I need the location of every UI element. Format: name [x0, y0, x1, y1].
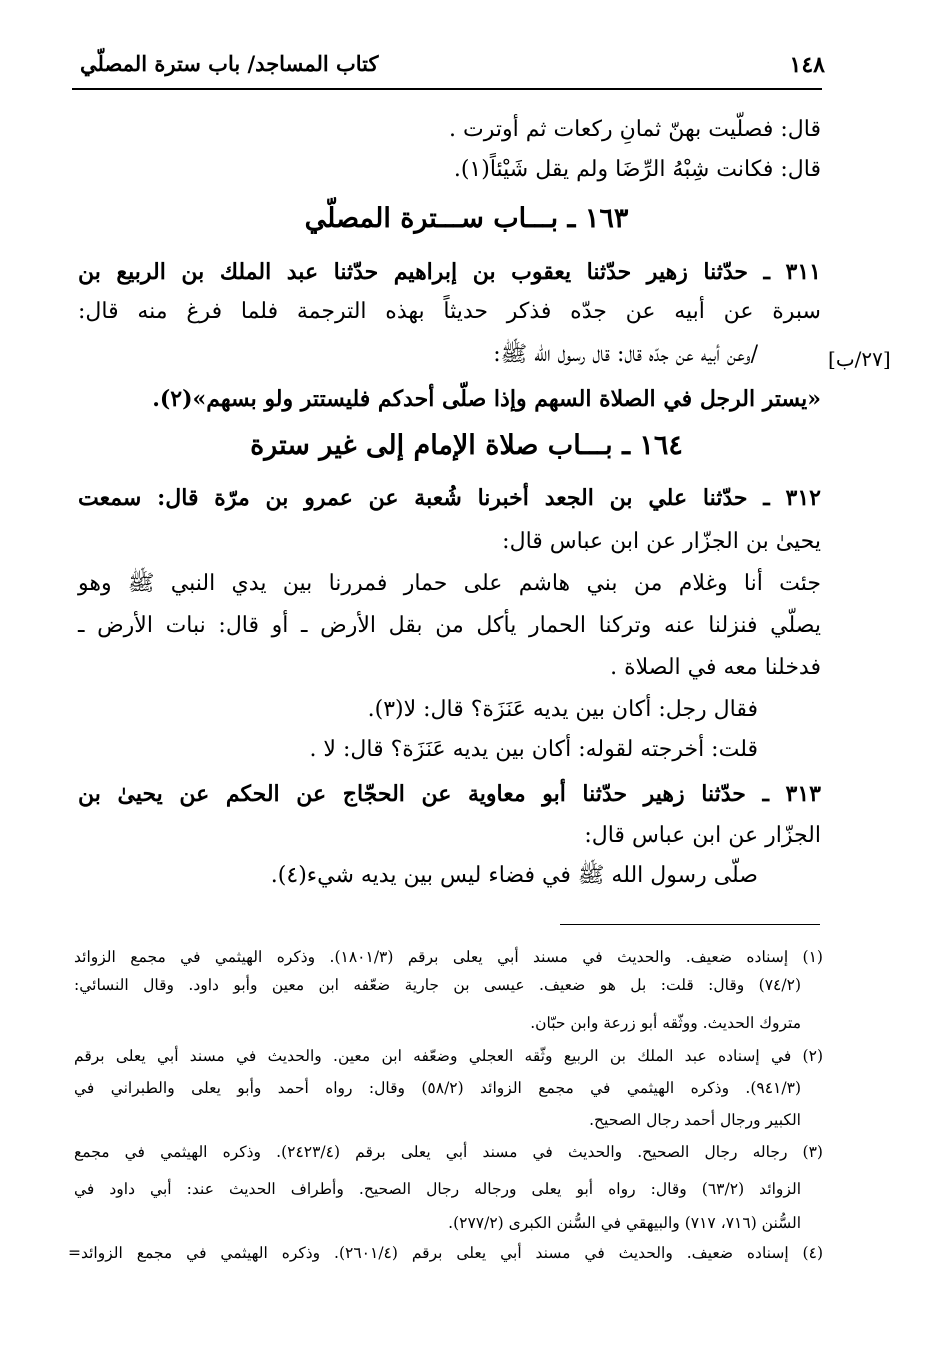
hadith-312-start: ٣١٢ ـ حدّثنا علي بن الجعد أخبرنا شُعبة عن عمرو بن مرّة قال: سمعت — [78, 485, 821, 511]
footnote-line: (٤) إسناده ضعيف. والحديث في مسند أبي يعلى برقم (٢٦٠١/٤). وذكره الهيثمي في مجمع الزوائد= — [68, 1244, 823, 1262]
chapter-heading: ١٦٤ ـ بـــاب صلاة الإمام إلى غير سترة — [250, 430, 683, 461]
hadith-311-start: ٣١١ ـ حدّثنا زهير حدّثنا يعقوب بن إبراهيم حدّثنا عبد الملك بن الربيع بن — [78, 259, 821, 285]
hadith-quote: «يستر الرجل في الصلاة السهم وإذا صلّى أحدكم فليستتر ولو بسهم»(٢). — [152, 386, 821, 412]
text-line: قلت: أخرجته لقوله: أكان بين يديه عَنَزَة؟ قال: لا . — [309, 737, 758, 762]
footnote-line: (٧٤/٢) وقال: قلت: بل هو ضعيف. عيسى بن جارية ضعّفه ابن معين وأبو داود. وقال النسائي: — [74, 976, 801, 994]
text-line: فقال رجل: أكان بين يديه عَنَزَة؟ قال: لا(٣). — [367, 697, 758, 722]
hadith-313-start: ٣١٣ ـ حدّثنا زهير حدّثنا أبو معاوية عن الحجّاج عن الحكم عن يحيىٰ بن — [78, 781, 821, 807]
text-line: الجزّار عن ابن عباس قال: — [584, 823, 821, 848]
running-head: كتاب المساجد/ باب سترة المصلّي — [80, 51, 379, 76]
text-line: /وعن أبيه عن جدّه قال: قال رسول الله ﷺ: — [493, 342, 758, 367]
footnote-line: السُّنن (٧١٦، ٧١٧) والبيهقي في السُّنن الكبرى (٢٧٧/٢). — [448, 1214, 801, 1232]
footnote-line: متروك الحديث. ووثّقه أبو زرعة وابن حبّان. — [530, 1014, 801, 1032]
text-line: صلّى رسول الله ﷺ في فضاء ليس بين يديه شيء(٤). — [270, 863, 758, 888]
footnote-separator — [560, 924, 820, 925]
text-line: جئت أنا وغلام من بني هاشم على حمار فمررنا بين يدي النبي ﷺ وهو — [78, 571, 821, 596]
page-number: ١٤٨ — [789, 52, 825, 78]
header-rule — [72, 88, 822, 90]
text-line: يحيىٰ بن الجزّار عن ابن عباس قال: — [502, 529, 821, 554]
text-line: قال: فكانت شِبْهُ الرِّضَا ولم يقل شَيْئاً(١). — [453, 157, 821, 182]
margin-folio-note: [٢٧/ب] — [828, 347, 891, 371]
chapter-heading: ١٦٣ ـ بـــاب ســـترة المصلّي — [304, 203, 629, 234]
text-line: سبرة عن أبيه عن جدّه فذكر حديثاً بهذه الترجمة فلما فرغ منه قال: — [78, 299, 821, 324]
footnote-line: (٢) في إسناده عبد الملك بن الربيع وثّقه العجلي وضعّفه ابن معين. والحديث في مسند أبي يعلى برقم — [74, 1047, 823, 1065]
footnote-line: الزوائد (٦٣/٢) وقال: رواه أبو يعلى ورجاله رجال الصحيح. وأطراف الحديث عند: أبي داود في — [74, 1180, 801, 1198]
footnote-line: (٣) رجاله رجال الصحيح. والحديث في مسند أبي يعلى برقم (٢٤٢٣/٤). وذكره الهيثمي في مجمع — [74, 1143, 823, 1161]
text-line: قال: فصلّيت بهنّ ثمانِ ركعات ثم أوترت . — [449, 117, 821, 142]
footnote-line: (٩٤١/٣). وذكره الهيثمي في مجمع الزوائد (٥٨/٢) وقال: رواه أحمد وأبو يعلى والطبراني في — [74, 1079, 801, 1097]
text-line: فدخلنا معه في الصلاة . — [610, 655, 821, 680]
footnote-line: الكبير ورجال أحمد رجال الصحيح. — [589, 1111, 801, 1129]
text-line: يصلّي فنزلنا عنه وتركنا الحمار يأكل من بقل الأرض ـ أو قال: نبات الأرض ـ — [78, 613, 821, 638]
footnote-line: (١) إسناده ضعيف. والحديث في مسند أبي يعلى برقم (١٨٠١/٣). وذكره الهيثمي في مجمع الزوائد — [74, 948, 823, 966]
